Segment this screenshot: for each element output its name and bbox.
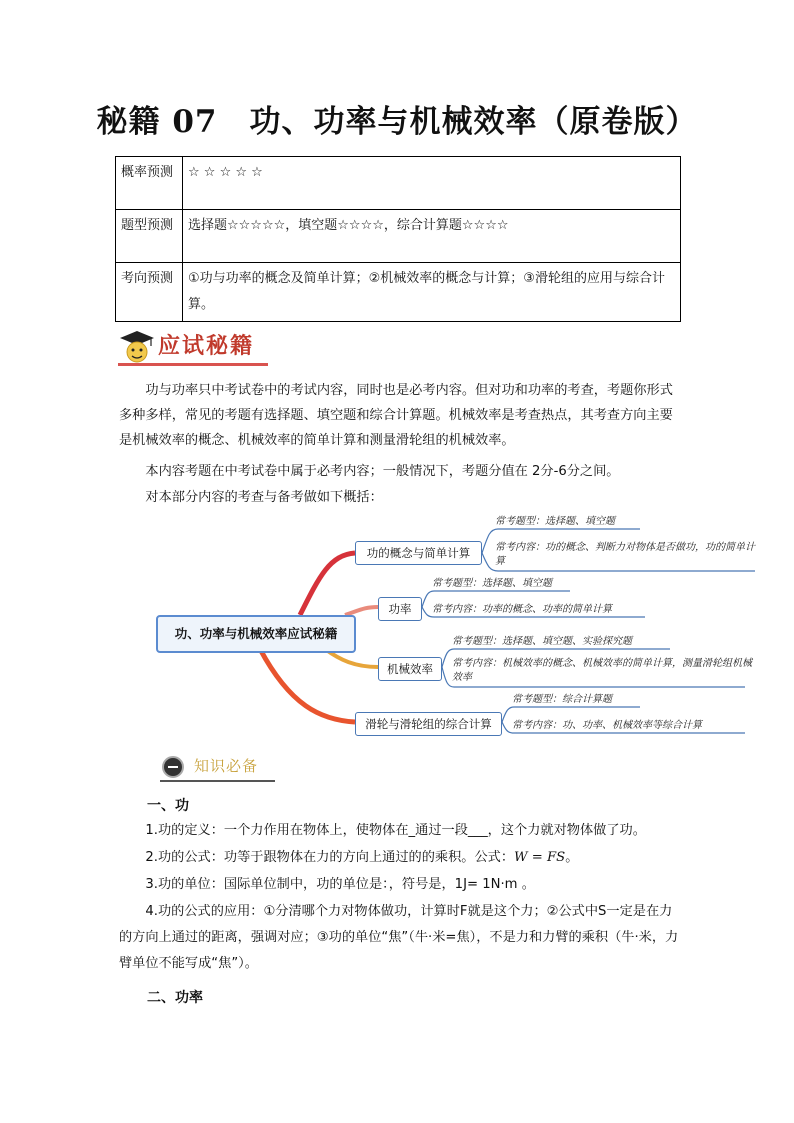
intro-paragraph-1: 功与功率只中考试卷中的考试内容，同时也是必考内容。但对功和功率的考查，考题你形式多种多样，常见的考题有选择题、填空题和综合计算题。机械效率是考查热点，其考查方向主要是机械效率的概念、机械效率的简单计算和测量滑轮组的机械效率。 (119, 383, 673, 448)
body-line (119, 845, 679, 871)
table-label: 考向预测 (116, 263, 183, 322)
branch-line-1 (300, 553, 355, 615)
leaf-text: 常考题型：选择题、填空题、实验探究题 (452, 636, 632, 647)
table-label: 概率预测 (116, 157, 183, 210)
mind-map (150, 515, 760, 745)
intro-paragraph-2: 本内容考题在中考试卷中属于必考内容；一般情况下，考题分值在 2分-6分之间。 (145, 464, 620, 479)
table-row (116, 157, 681, 210)
leaf-text: 常考题型：综合计算题 (512, 694, 612, 705)
badge-underline (118, 363, 268, 366)
mind-map-root: 功、功率与机械效率应试秘籍 (156, 615, 356, 653)
branch-node-pulley: 滑轮与滑轮组的综合计算 (355, 712, 502, 736)
leaf-text: 常考题型：选择题、填空题 (432, 578, 552, 589)
table-value: ①功与功率的概念及简单计算；②机械效率的概念与计算；③滑轮组的应用与综合计算。 (183, 263, 681, 322)
knowledge-underline (160, 780, 275, 782)
knowledge-title: 知识必备 (194, 757, 259, 775)
formula: W = FS (514, 850, 566, 865)
branch-line-2 (345, 607, 378, 615)
table-value: ☆ ☆ ☆ ☆ ☆ (183, 157, 681, 210)
leaf-text: 常考内容：功率的概念、功率的简单计算 (432, 604, 612, 615)
leaf-text: 常考内容：功的概念、判断力对物体是否做功，功的简单计算 (495, 542, 755, 567)
graduate-icon (118, 328, 156, 366)
badge-text: 应试秘籍 (158, 333, 255, 359)
table-row (116, 210, 681, 263)
table-row (116, 263, 681, 322)
body-line: 1.功的定义：一个力作用在物体上，使物体在_通过一段___，这个力就对物体做了功。 (145, 823, 646, 838)
exam-tips-badge (118, 328, 268, 368)
branch-node-efficiency: 机械效率 (378, 657, 442, 681)
table-value: 选择题☆☆☆☆☆，填空题☆☆☆☆，综合计算题☆☆☆☆ (183, 210, 681, 263)
knowledge-header (160, 752, 275, 782)
body-line: 4.功的公式的应用：①分清哪个力对物体做功，计算时F就是这个力；②公式中S一定是在力的方向上通过的距离，强调对应；③功的单位“焦”（牛·米=焦），不是力和力臂的乘积（牛·米，力臂单位不能写成“焦”）。 (119, 904, 679, 971)
leaf-text: 常考内容：机械效率的概念、机械效率的简单计算，测量滑轮组机械效率 (452, 658, 752, 683)
leaf-text: 常考内容：功、功率、机械效率等综合计算 (512, 720, 702, 731)
page-title: 秘籍 07 功、功率与机械效率（原卷版） (96, 104, 698, 140)
section-heading-work: 一、功 (147, 798, 189, 814)
leaf-text: 常考题型：选择题、填空题 (495, 516, 615, 527)
branch-node-work: 功的概念与简单计算 (355, 541, 482, 565)
formula-label: 2.功的公式：功等于跟物体在力的方向上通过的的乘积。公式： (145, 850, 515, 865)
section-heading-power: 二、功率 (147, 990, 203, 1006)
body-line: 3.功的单位：国际单位制中，功的单位是：，符号是，1J= 1N·m 。 (145, 877, 535, 892)
intro-paragraph-3: 对本部分内容的考查与备考做如下概括： (145, 490, 383, 505)
minus-circle-icon (162, 756, 184, 778)
table-label: 题型预测 (116, 210, 183, 263)
branch-node-power: 功率 (378, 597, 422, 621)
forecast-table (115, 156, 681, 322)
formula-end: 。 (565, 850, 579, 865)
